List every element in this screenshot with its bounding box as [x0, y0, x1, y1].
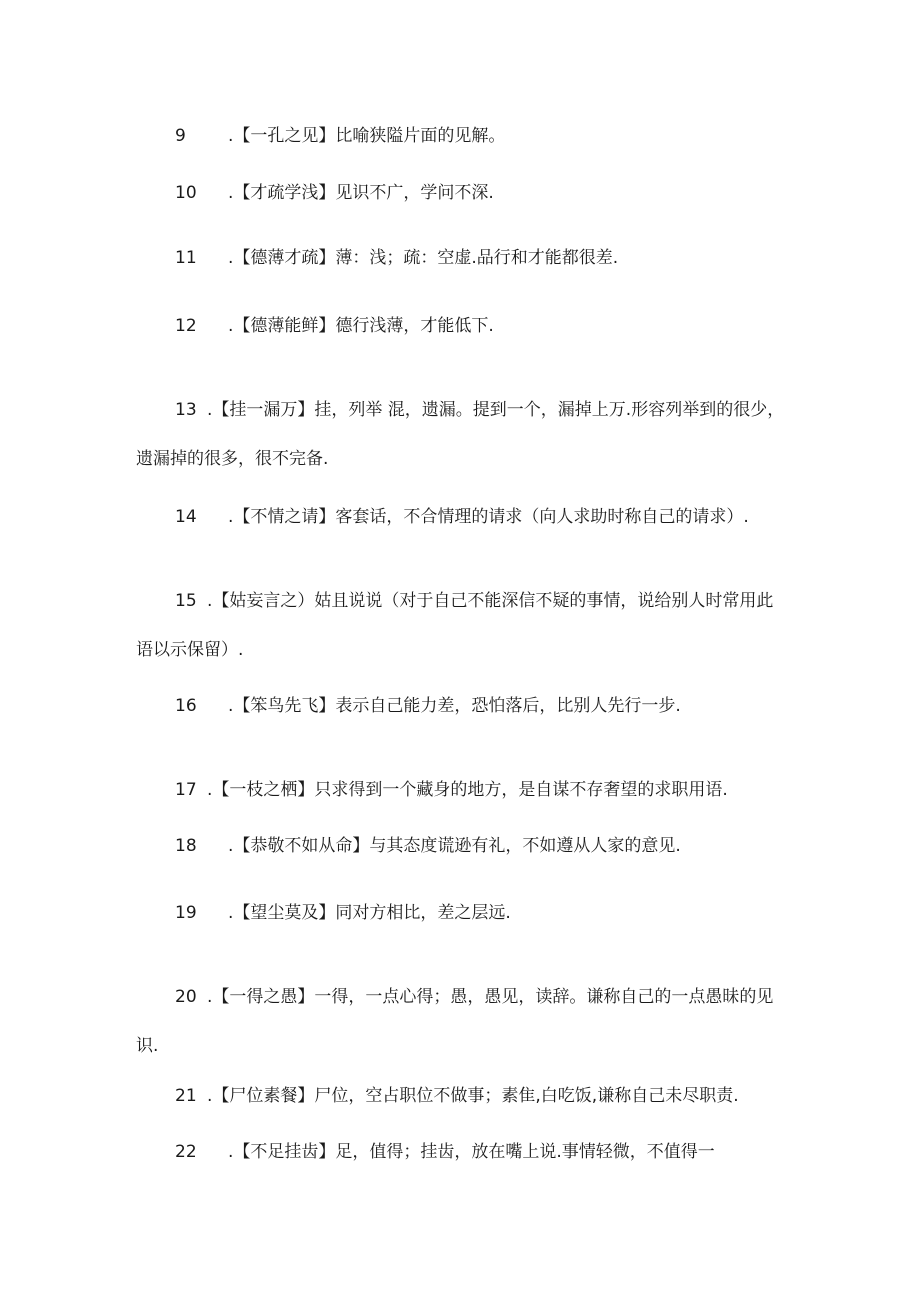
item-number: 18 [175, 836, 197, 856]
item-text: .【望尘莫及】同对方相比，差之层远. [228, 903, 511, 923]
item-number: 13 [175, 400, 197, 420]
item-text: .【一得之愚】一得，一点心得；愚，愚见，读辞。谦称自己的一点愚昧的见 [207, 987, 774, 1007]
item-text: .【一枝之栖】只求得到一个藏身的地方，是自谋不存奢望的求职用语. [207, 780, 728, 800]
item-number: 17 [175, 780, 197, 800]
item-text: .【德薄能鲜】德行浅薄，才能低下. [228, 316, 494, 336]
item-text: .【不情之请】客套话，不合情理的请求（向人求助时称自己的请求）. [228, 507, 749, 527]
item-number: 10 [175, 183, 197, 203]
item-number: 14 [175, 507, 197, 527]
item-text: .【德薄才疏】薄：浅；疏：空虚.品行和才能都很差. [228, 248, 619, 268]
item-number: 15 [175, 591, 197, 611]
item-text: .【恭敬不如从命】与其态度谎逊有礼，不如遵从人家的意见. [228, 836, 681, 856]
item-text: .【姑妄言之）姑且说说（对于自己不能深信不疑的事情，说给别人时常用此 [207, 591, 774, 611]
item-text: .【才疏学浅】见识不广，学问不深. [228, 183, 494, 203]
item-text: .【不足挂齿】足，值得；挂齿，放在嘴上说.事情轻微，不值得一 [228, 1142, 715, 1162]
item-text-continued: 遗漏掉的很多，很不完备. [136, 449, 329, 469]
item-text-continued: 语以示保留）. [136, 640, 244, 660]
item-number: 16 [175, 696, 197, 716]
item-text: .【挂一漏万】挂，列举 混，遗漏。提到一个，漏掉上万.形容列举到的很少， [207, 400, 785, 420]
item-text: .【一孔之见】比喻狭隘片面的见解。 [228, 126, 506, 146]
item-number: 11 [175, 248, 197, 268]
item-text: .【尸位素餐】尸位，空占职位不做事；素隹,白吃饭,谦称自己未尽职责. [207, 1086, 739, 1106]
item-number: 20 [175, 987, 197, 1007]
item-number: 22 [175, 1142, 197, 1162]
item-number: 19 [175, 903, 197, 923]
item-text: .【笨鸟先飞】表示自己能力差，恐怕落后，比别人先行一步. [228, 696, 681, 716]
item-number: 12 [175, 316, 197, 336]
item-number: 9 [175, 126, 186, 146]
item-text-continued: 识. [136, 1036, 159, 1056]
item-number: 21 [175, 1086, 197, 1106]
